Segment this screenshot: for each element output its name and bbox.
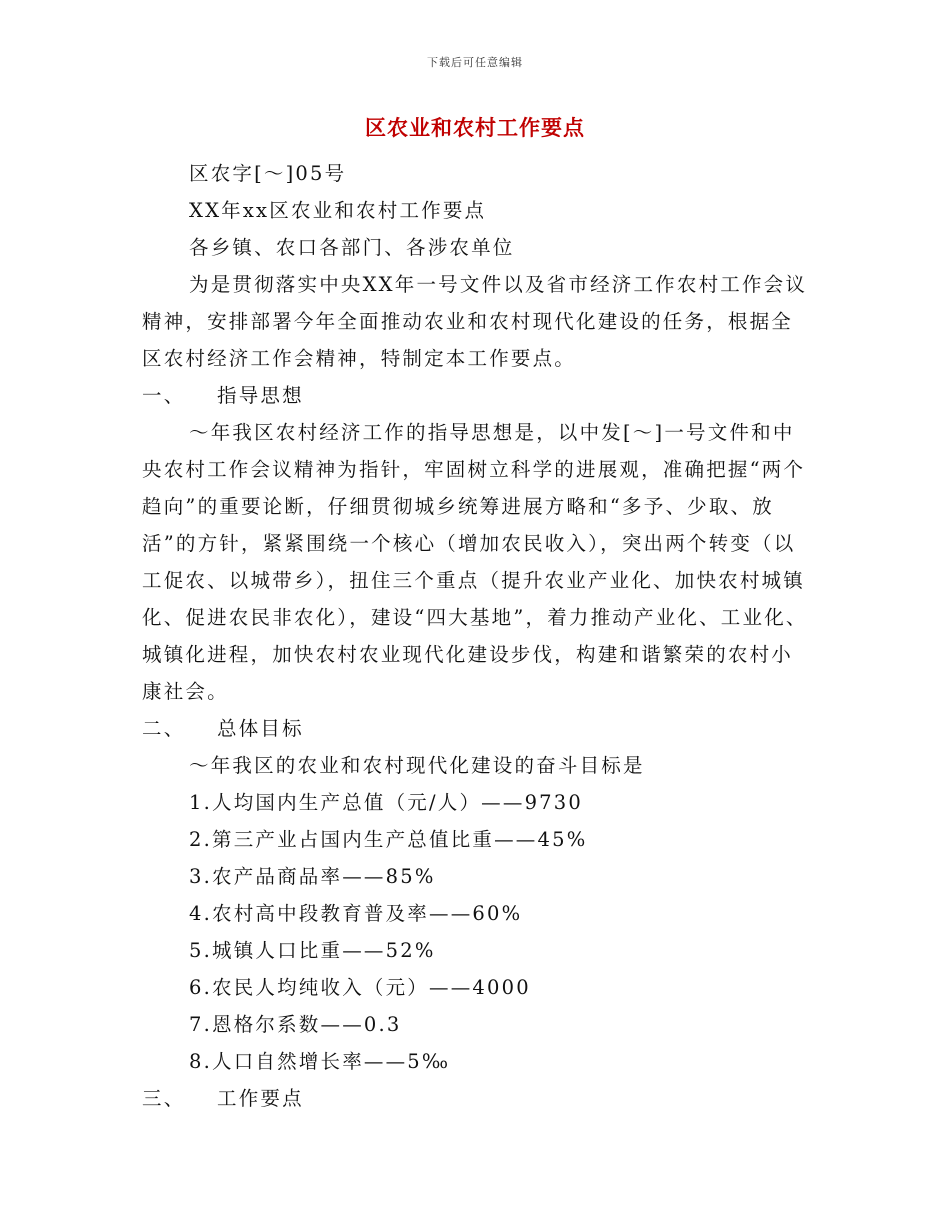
target-item: 8.人口自然增长率——5‰ [189, 1050, 451, 1073]
section1-paragraph: ～年我区农村经济工作的指导思想是，以中发[～]一号文件和中央农村工作会议精神为指针，牢固树立科学的进展观，准确把握“两个趋向”的重要论断，仔细贯彻城乡统筹进展方略和“多予、少取、放活”的方针，紧紧围绕一个核心（增加农民收入），突出两个转变（以工促农、以城带乡），扭住三个重点（提升农业产业化、加快农村城镇化、促进农民非农化），建设“四大基地”，着力推动产业化、工业化、城镇化进程，加快农村农业现代化建设步伐，构建和谐繁荣的农村小康社会。 [142, 421, 808, 703]
target-item: 3.农产品商品率——85% [189, 865, 436, 888]
target-item: 2.第三产业占国内生产总值比重——45% [189, 828, 588, 851]
target-item: 6.农民人均纯收入（元）——4000 [189, 976, 531, 999]
document-title: 区农业和农村工作要点 [365, 115, 585, 140]
section-number: 一、 [142, 384, 186, 407]
section-number: 二、 [142, 717, 186, 740]
target-item: 1.人均国内生产总值（元/人）——9730 [189, 791, 584, 814]
target-item: 4.农村高中段教育普及率——60% [189, 902, 523, 925]
section-heading-2 [142, 710, 810, 747]
recipients: 各乡镇、农口各部门、各涉农单位 [189, 236, 515, 259]
section-title: 指导思想 [217, 384, 304, 407]
section-title: 总体目标 [217, 717, 304, 740]
doc-number: 区农字[～]05号 [189, 162, 347, 185]
section-number: 三、 [142, 1087, 186, 1110]
document-body [142, 155, 810, 1117]
doc-subtitle: XX年xx区农业和农村工作要点 [189, 199, 487, 222]
section2-intro: ～年我区的农业和农村现代化建设的奋斗目标是 [189, 754, 645, 777]
section-heading-1 [142, 377, 810, 414]
intro-paragraph: 为是贯彻落实中央XX年一号文件以及省市经济工作农村工作会议精神，安排部署今年全面推动农业和农村现代化建设的任务，根据全区农村经济工作会精神，特制定本工作要点。 [142, 273, 808, 370]
target-item: 5.城镇人口比重——52% [189, 939, 436, 962]
header-note: 下载后可任意编辑 [427, 56, 523, 69]
section-heading-3 [142, 1080, 810, 1117]
target-item: 7.恩格尔系数——0.3 [189, 1013, 402, 1036]
section-title: 工作要点 [217, 1087, 304, 1110]
